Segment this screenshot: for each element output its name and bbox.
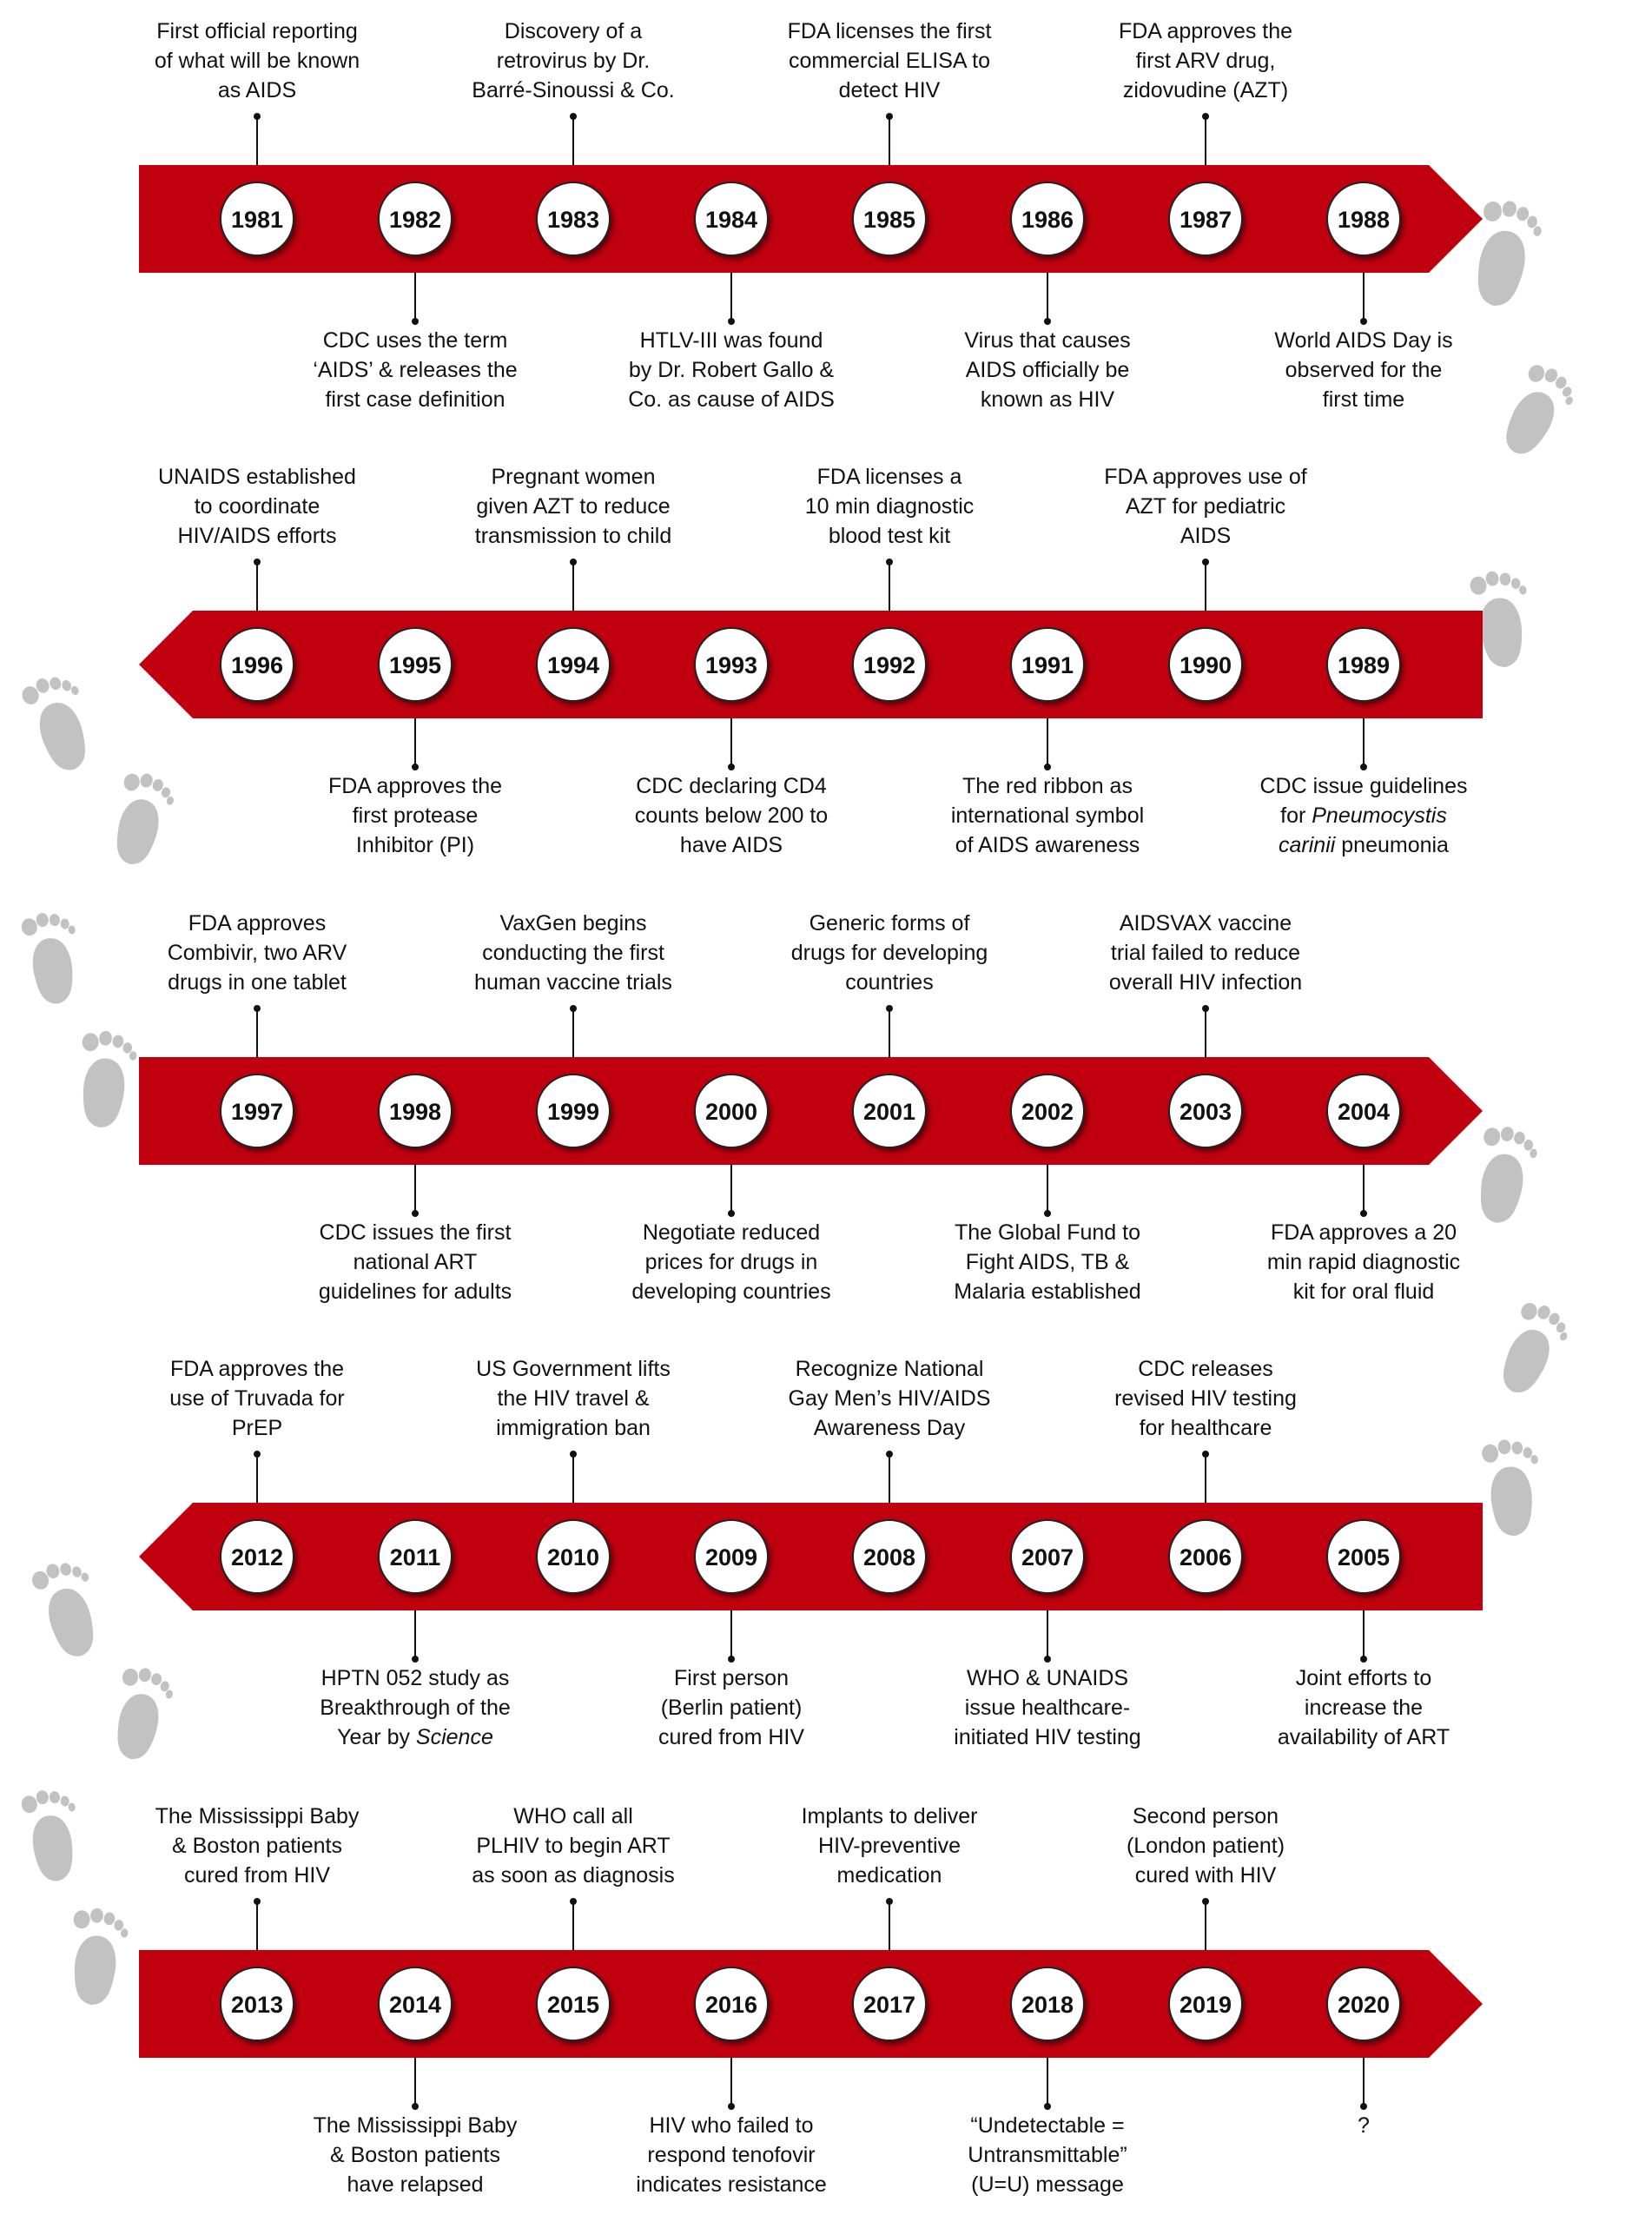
event-description: Joint efforts to increase the availability of ART — [1277, 1666, 1450, 1749]
connector-dot — [886, 1005, 893, 1012]
year-label: 2017 — [862, 1992, 916, 2018]
connector-dot — [570, 1005, 577, 1012]
connector-dot — [1360, 318, 1367, 325]
event-description: FDA approves a 20 min rapid diagnostic kit for oral fluid — [1266, 1220, 1461, 1304]
connector-dot — [1044, 1210, 1051, 1217]
event-description: FDA approves use of AZT for pediatric AIDS — [1104, 465, 1307, 548]
footprint-icon — [1490, 1297, 1576, 1403]
year-label: 1988 — [1337, 207, 1391, 233]
event-description: World AIDS Day is observed for the first time — [1274, 328, 1453, 412]
connector-dot — [254, 113, 261, 120]
year-label: 2000 — [704, 1099, 758, 1125]
year-label: 1986 — [1021, 207, 1074, 233]
year-label: 1992 — [862, 652, 916, 678]
year-label: 1981 — [230, 207, 284, 233]
footprint-icon — [74, 1028, 139, 1130]
connector-dot — [1202, 1005, 1209, 1012]
connector-dot — [728, 318, 735, 325]
year-label: 1999 — [546, 1099, 600, 1125]
connector-dot — [886, 559, 893, 565]
footprint-icon — [20, 909, 85, 1007]
connector-dot — [886, 1451, 893, 1458]
year-label: 1998 — [388, 1099, 442, 1125]
year-label: 1991 — [1021, 652, 1074, 678]
connector-dot — [412, 764, 419, 770]
connector-dot — [728, 1210, 735, 1217]
event-description: FDA licenses a 10 min diagnostic blood test kit — [804, 465, 975, 548]
connector-dot — [1360, 1210, 1367, 1217]
event-description: HTLV-III was found by Dr. Robert Gallo & Co. as cause of AIDS — [628, 328, 835, 412]
year-label: 2004 — [1337, 1099, 1391, 1125]
event-description: Discovery of a retrovirus by Dr. Barré-Sinoussi & Co. — [472, 19, 675, 102]
year-label: 1984 — [704, 207, 758, 233]
connector-dot — [886, 1898, 893, 1905]
event-description: AIDSVAX vaccine trial failed to reduce overall HIV infection — [1108, 911, 1303, 995]
year-label: 1994 — [546, 652, 600, 678]
year-label: 1997 — [230, 1099, 284, 1125]
year-label: 1983 — [546, 207, 600, 233]
connector-dot — [1360, 2103, 1367, 2110]
timeline-arrow-band — [139, 165, 1483, 273]
event-description: Generic forms of drugs for developing countries — [790, 911, 988, 995]
event-description: The Mississippi Baby & Boston patients have relapsed — [313, 2113, 518, 2197]
connector-dot — [254, 559, 261, 565]
year-label: 2006 — [1179, 1544, 1232, 1570]
event-description: Virus that causes AIDS officially be known as HIV — [964, 328, 1131, 412]
event-description: Negotiate reduced prices for drugs in developing countries — [631, 1220, 831, 1304]
footprint-icon — [19, 669, 102, 778]
year-label: 2020 — [1337, 1992, 1391, 2018]
event-description: FDA licenses the first commercial ELISA to detect HIV — [787, 19, 992, 102]
connector-dot — [1202, 1451, 1209, 1458]
connector-dot — [412, 1656, 419, 1663]
event-description: CDC declaring CD4 counts below 200 to have AIDS — [634, 774, 829, 857]
year-label: 2019 — [1179, 1992, 1232, 2018]
event-description: WHO call all PLHIV to begin ART as soon as diagnosis — [472, 1804, 675, 1888]
year-label: 2005 — [1337, 1544, 1391, 1570]
event-description: Second person (London patient) cured with HIV — [1126, 1804, 1285, 1888]
event-description: The Global Fund to Fight AIDS, TB & Malaria established — [954, 1220, 1141, 1304]
connector-dot — [1202, 559, 1209, 565]
connector-dot — [1360, 764, 1367, 770]
connector-dot — [728, 1656, 735, 1663]
footprint-icon — [1470, 1123, 1541, 1228]
year-label: 2009 — [704, 1544, 758, 1570]
timeline-arrow-band — [139, 611, 1483, 718]
year-label: 1987 — [1179, 207, 1232, 233]
event-description: ? — [1358, 2113, 1370, 2138]
year-label: 1996 — [230, 652, 284, 678]
year-label: 1989 — [1337, 652, 1391, 678]
connector-dot — [412, 2103, 419, 2110]
footprint-icon — [105, 769, 179, 871]
year-label: 2012 — [230, 1544, 284, 1570]
year-label: 2015 — [546, 1992, 600, 2018]
event-description: Implants to deliver HIV-preventive medication — [801, 1804, 978, 1888]
footprint-icon — [1492, 359, 1583, 465]
timeline-arrow-band — [139, 1950, 1483, 2058]
connector-dot — [1044, 2103, 1051, 2110]
event-description: CDC issues the first national ART guidelines for adults — [318, 1220, 512, 1304]
connector-dot — [570, 559, 577, 565]
footprint-icon — [106, 1663, 177, 1764]
year-label: 2013 — [230, 1992, 284, 2018]
event-description: UNAIDS established to coordinate HIV/AIDS efforts — [158, 465, 356, 548]
year-label: 2014 — [388, 1992, 442, 2018]
event-description: US Government lifts the HIV travel & immigration ban — [476, 1357, 671, 1440]
timeline-row — [139, 19, 1483, 412]
year-label: 2010 — [546, 1544, 600, 1570]
event-description: HPTN 052 study as Breakthrough of the Year by Science — [320, 1666, 511, 1749]
connector-dot — [886, 113, 893, 120]
year-label: 2002 — [1021, 1099, 1074, 1125]
year-label: 1985 — [862, 207, 916, 233]
year-label: 2008 — [862, 1544, 916, 1570]
connector-dot — [1044, 318, 1051, 325]
timeline-arrow-band — [139, 1057, 1483, 1165]
event-description: “Undetectable = Untransmittable” (U=U) message — [968, 2113, 1127, 2197]
event-description: The Mississippi Baby & Boston patients cured from HIV — [155, 1804, 360, 1888]
connector-dot — [1044, 764, 1051, 770]
connector-dot — [1044, 1656, 1051, 1663]
timeline-row — [139, 465, 1483, 857]
event-description: FDA approves the first protease Inhibitor (PI) — [327, 774, 503, 857]
timeline-arrow-band — [139, 1503, 1483, 1610]
year-label: 1993 — [704, 652, 758, 678]
timeline-row — [139, 1804, 1483, 2197]
year-label: 2016 — [704, 1992, 758, 2018]
connector-dot — [254, 1451, 261, 1458]
event-description: CDC releases revised HIV testing for healthcare — [1114, 1357, 1297, 1440]
connector-dot — [728, 764, 735, 770]
timeline-row — [139, 1357, 1483, 1749]
connector-dot — [1202, 1898, 1209, 1905]
event-description: First official reporting of what will be known as AIDS — [154, 19, 360, 102]
event-description: HIV who failed to respond tenofovir indicates resistance — [636, 2113, 827, 2197]
event-description: FDA approves the use of Truvada for PrEP — [169, 1357, 345, 1440]
footprint-icon — [20, 1786, 85, 1884]
year-label: 2001 — [862, 1099, 916, 1125]
year-label: 1995 — [388, 652, 442, 678]
event-description: The red ribbon as international symbol of AIDS awareness — [950, 774, 1145, 857]
footprint-icon — [65, 1906, 130, 2007]
event-description: First person (Berlin patient) cured from HIV — [657, 1666, 805, 1749]
year-label: 1990 — [1179, 652, 1232, 678]
connector-dot — [412, 318, 419, 325]
connector-dot — [1202, 113, 1209, 120]
connector-dot — [254, 1898, 261, 1905]
event-description: CDC uses the term ‘AIDS’ & releases the first case definition — [313, 328, 518, 412]
footprint-icon — [29, 1555, 109, 1663]
connector-dot — [570, 113, 577, 120]
connector-dot — [412, 1210, 419, 1217]
event-description: WHO & UNAIDS issue healthcare-initiated HIV testing — [954, 1666, 1141, 1749]
footprint-icon — [1481, 1438, 1543, 1537]
connector-dot — [728, 2103, 735, 2110]
connector-dot — [254, 1005, 261, 1012]
connector-dot — [1360, 1656, 1367, 1663]
timeline-row — [139, 911, 1483, 1304]
event-description: CDC issue guidelines for Pneumocystis carinii pneumonia — [1259, 774, 1468, 857]
year-label: 2011 — [389, 1544, 441, 1570]
event-description: FDA approves Combivir, two ARV drugs in one tablet — [167, 911, 347, 995]
year-label: 2003 — [1179, 1099, 1232, 1125]
connector-dot — [570, 1898, 577, 1905]
year-label: 2007 — [1021, 1544, 1074, 1570]
event-description: FDA approves the first ARV drug, zidovudine (AZT) — [1118, 19, 1293, 102]
connector-dot — [570, 1451, 577, 1458]
event-description: Recognize National Gay Men’s HIV/AIDS Awareness Day — [788, 1357, 991, 1440]
event-description: VaxGen begins conducting the first human vaccine trials — [474, 911, 672, 995]
year-label: 2018 — [1021, 1992, 1074, 2018]
year-label: 1982 — [388, 207, 442, 233]
event-description: Pregnant women given AZT to reduce transmission to child — [474, 465, 672, 548]
